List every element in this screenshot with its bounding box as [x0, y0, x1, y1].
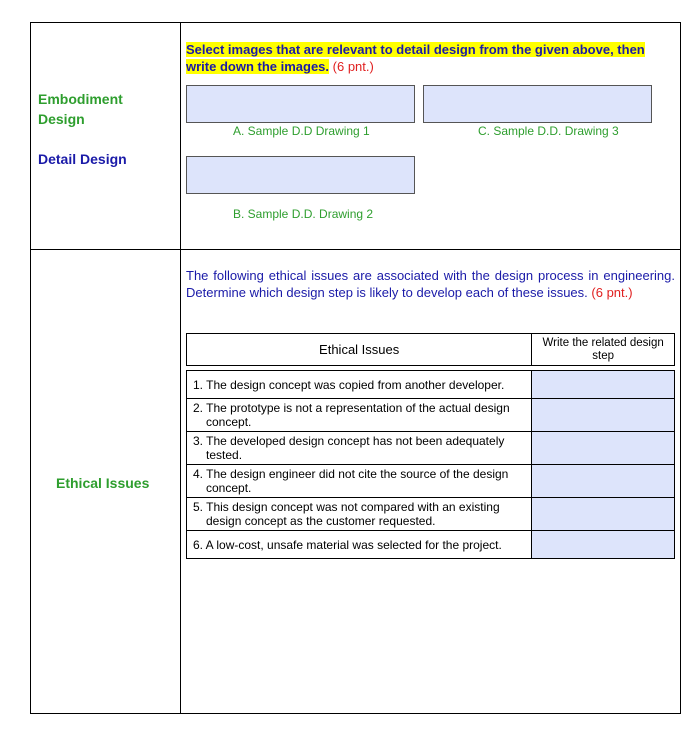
issue-text: [187, 531, 532, 559]
design-step-input-5[interactable]: [532, 498, 675, 531]
row-divider: [31, 249, 680, 250]
ethical-instruction-text: The following ethical issues are associated with the design process in engineering. Determine which design step is likely to develop each of these issues.: [186, 268, 675, 300]
table-row: [187, 498, 675, 531]
issue-text: [187, 432, 532, 465]
answer-field-b[interactable]: [186, 156, 415, 194]
points-label: (6 pnt.): [332, 59, 374, 74]
issue-text: [187, 399, 532, 432]
caption-drawing-3: C. Sample D.D. Drawing 3: [478, 124, 619, 138]
table-row: [187, 432, 675, 465]
image-selection-instruction: [186, 41, 666, 75]
design-step-input-6[interactable]: [532, 531, 675, 559]
column-header-issues: Ethical Issues: [187, 334, 532, 366]
ethical-issues-table: [186, 333, 675, 559]
issue-5: 5. This design concept was not compared with an existing design concept as the customer requested.: [193, 500, 500, 528]
ethical-issues-label: Ethical Issues: [56, 475, 150, 491]
table-row: [187, 399, 675, 432]
table-row: [187, 371, 675, 399]
design-step-input-4[interactable]: [532, 465, 675, 498]
answer-field-a[interactable]: [186, 85, 415, 123]
column-header-design-step: Write the related design step: [532, 334, 675, 366]
answer-field-c[interactable]: [423, 85, 652, 123]
issue-4: 4. The design engineer did not cite the source of the design concept.: [193, 467, 509, 495]
issue-2: 2. The prototype is not a representation of the actual design concept.: [193, 401, 510, 429]
embodiment-design-label: Embodiment Design: [38, 91, 123, 127]
ethical-points-label: (6 pnt.): [591, 285, 633, 300]
issue-text: [187, 465, 532, 498]
design-step-input-1[interactable]: [532, 371, 675, 399]
design-step-input-2[interactable]: [532, 399, 675, 432]
issue-3: 3. The developed design concept has not been adequately tested.: [193, 434, 505, 462]
worksheet-frame: [30, 22, 681, 714]
detail-design-label: Detail Design: [38, 151, 127, 167]
table-row: [187, 465, 675, 498]
instruction-text: Select images that are relevant to detail design from the given above, then write down the images.: [186, 42, 645, 74]
issue-text: [187, 498, 532, 531]
issue-1: 1. The design concept was copied from another developer.: [193, 377, 505, 392]
caption-drawing-1: A. Sample D.D Drawing 1: [233, 124, 370, 138]
issue-text: [187, 371, 532, 399]
table-row: [187, 531, 675, 559]
issue-6: 6. A low-cost, unsafe material was selected for the project.: [193, 537, 502, 552]
ethical-instruction: [186, 267, 675, 301]
design-step-input-3[interactable]: [532, 432, 675, 465]
column-divider: [180, 23, 181, 713]
caption-drawing-2: B. Sample D.D. Drawing 2: [233, 207, 374, 221]
